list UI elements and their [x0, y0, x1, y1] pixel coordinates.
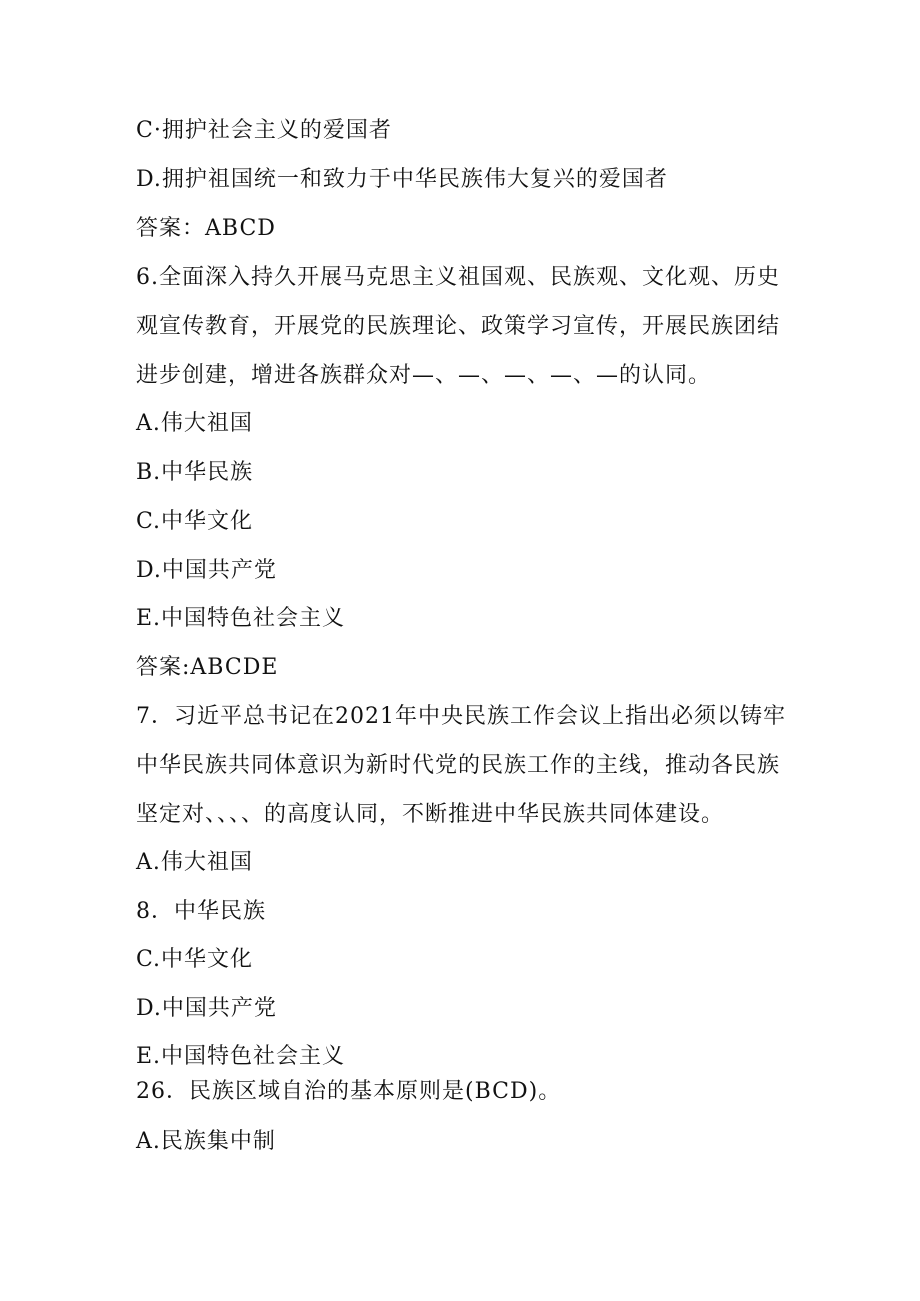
question-6-line-3: 进步创建，增进各族群众对—、—、—、—、—的认同。 [136, 363, 712, 388]
option-a-text: A.伟大祖国 [136, 411, 253, 436]
question-7-line-3: 坚定对、、、、的高度认同，不断推进中华民族共同体建设。 [136, 802, 725, 827]
question-26-text: 26．民族区域自治的基本原则是(BCD)。 [136, 1079, 562, 1104]
option-e-text: E.中国特色社会主义 [136, 1044, 346, 1069]
question-7-line-2: 中华民族共同体意识为新时代党的民族工作的主线，推动各民族 [136, 753, 781, 778]
question-8-text: 8．中华民族 [136, 899, 266, 924]
option-c-text: C.中华文化 [136, 947, 254, 972]
option-a-text: A.伟大祖国 [136, 850, 253, 875]
option-e-text: E.中国特色社会主义 [136, 606, 346, 631]
option-a-text: A.民族集中制 [136, 1129, 276, 1154]
question-7-line-1: 7．习近平总书记在2021年中央民族工作会议上指出必须以铸牢 [136, 704, 786, 729]
question-6-line-2: 观宣传教育，开展党的民族理论、政策学习宣传，开展民族团结 [136, 314, 781, 339]
option-c-text: C·拥护社会主义的爱国者 [136, 118, 392, 143]
question-6-line-1: 6.全面深入持久开展马克思主义祖国观、民族观、文化观、历史 [136, 265, 780, 290]
option-d-text: D.拥护祖国统一和致力于中华民族伟大复兴的爱国者 [136, 167, 668, 192]
answer-text: 答案:ABCDE [136, 655, 279, 680]
answer-text: 答案：ABCD [136, 216, 276, 241]
option-d-text: D.中国共产党 [136, 558, 277, 583]
option-b-text: B.中华民族 [136, 460, 254, 485]
option-d-text: D.中国共产党 [136, 996, 277, 1021]
option-c-text: C.中华文化 [136, 509, 254, 534]
